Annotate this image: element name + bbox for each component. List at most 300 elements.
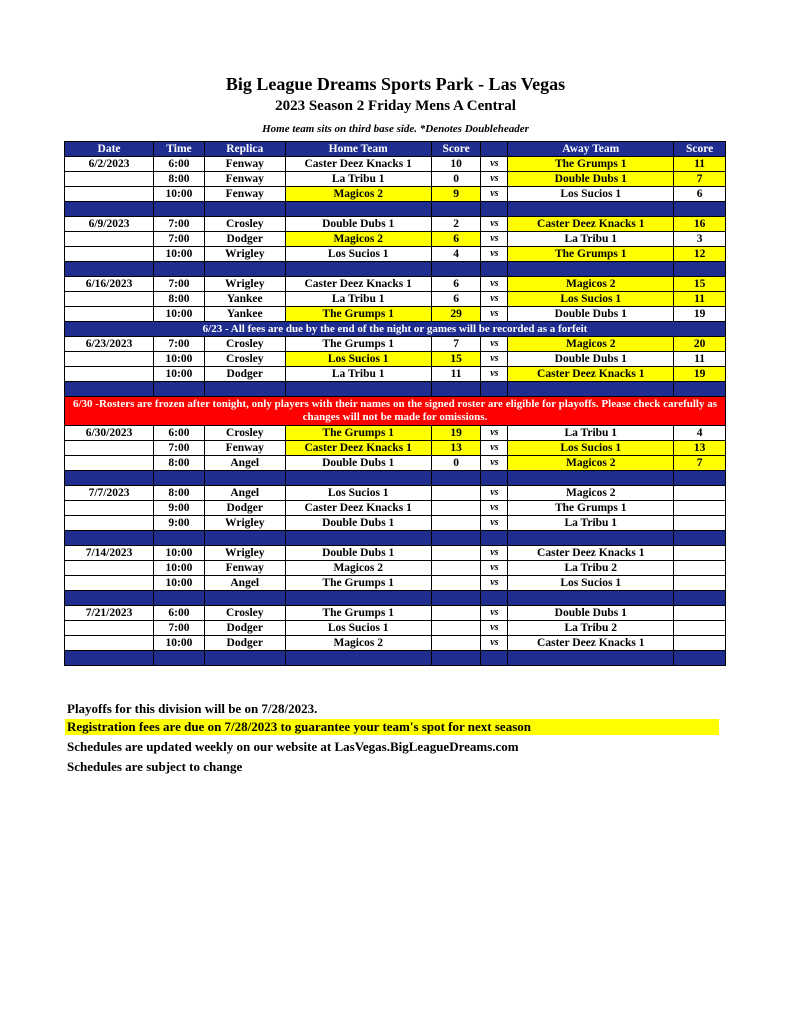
game-time: 10:00 [154,307,205,322]
game-row [65,187,726,202]
home-team: Los Sucios 1 [285,247,431,262]
separator-cell [481,262,508,277]
separator-cell [65,202,154,217]
game-time: 7:00 [154,337,205,352]
away-score: 12 [674,247,726,262]
separator-cell [431,531,481,546]
away-team: Los Sucios 1 [508,576,674,591]
separator-cell [285,262,431,277]
away-team: Caster Deez Knacks 1 [508,636,674,651]
game-date: 6/2/2023 [65,157,154,172]
vs-label: vs [481,501,508,516]
away-score: 7 [674,172,726,187]
away-score: 11 [674,352,726,367]
game-date [65,187,154,202]
fee-notice-row [65,322,726,337]
vs-label: vs [481,486,508,501]
field-replica: Fenway [204,157,285,172]
game-row [65,337,726,352]
separator-cell [204,382,285,397]
vs-label: vs [481,561,508,576]
game-row [65,172,726,187]
away-score [674,486,726,501]
away-team: Los Sucios 1 [508,187,674,202]
separator-cell [481,651,508,666]
week-separator-row [65,651,726,666]
vs-label: vs [481,157,508,172]
away-team: Caster Deez Knacks 1 [508,217,674,232]
game-time: 9:00 [154,501,205,516]
game-date [65,441,154,456]
schedule-table [64,141,726,666]
field-replica: Dodger [204,367,285,382]
away-score [674,621,726,636]
game-date: 6/23/2023 [65,337,154,352]
home-score [431,501,481,516]
game-time: 10:00 [154,636,205,651]
away-score: 19 [674,307,726,322]
home-team: The Grumps 1 [285,337,431,352]
website-notice: Schedules are updated weekly on our website at LasVegas.BigLeagueDreams.com [67,739,519,754]
vs-label: vs [481,217,508,232]
header-row [65,142,726,157]
field-replica: Dodger [204,621,285,636]
roster-alert-row [65,397,726,426]
field-replica: Wrigley [204,516,285,531]
game-date [65,561,154,576]
separator-cell [674,471,726,486]
vs-label: vs [481,456,508,471]
home-team: La Tribu 1 [285,172,431,187]
home-score [431,606,481,621]
separator-cell [154,591,205,606]
separator-cell [65,531,154,546]
separator-cell [65,591,154,606]
home-score: 11 [431,367,481,382]
field-replica: Crosley [204,352,285,367]
home-team: Magicos 2 [285,187,431,202]
game-row [65,636,726,651]
game-row [65,217,726,232]
home-team: Double Dubs 1 [285,217,431,232]
home-team: The Grumps 1 [285,576,431,591]
away-score: 15 [674,277,726,292]
game-time: 6:00 [154,606,205,621]
separator-cell [285,531,431,546]
vs-label: vs [481,292,508,307]
home-team: The Grumps 1 [285,606,431,621]
separator-cell [204,651,285,666]
week-separator-row [65,262,726,277]
game-time: 7:00 [154,277,205,292]
away-score: 11 [674,157,726,172]
separator-cell [508,382,674,397]
week-separator-row [65,531,726,546]
game-date [65,352,154,367]
separator-cell [204,471,285,486]
separator-cell [285,382,431,397]
home-team: La Tribu 1 [285,367,431,382]
game-date: 7/21/2023 [65,606,154,621]
game-date: 7/7/2023 [65,486,154,501]
away-score: 16 [674,217,726,232]
away-score: 6 [674,187,726,202]
separator-cell [154,202,205,217]
game-time: 10:00 [154,561,205,576]
game-date [65,247,154,262]
away-score [674,501,726,516]
home-score [431,486,481,501]
separator-cell [65,471,154,486]
home-score: 19 [431,426,481,441]
separator-cell [508,531,674,546]
home-team: Magicos 2 [285,636,431,651]
game-time: 9:00 [154,516,205,531]
separator-cell [154,471,205,486]
home-score: 6 [431,292,481,307]
col-header-away-score: Score [674,142,726,157]
roster-alert-text: 6/30 -Rosters are frozen after tonight, only players with their names on the signed roster are eligible for playoffs. Please check carefully as changes will not be made for omissions. [65,397,726,426]
col-header-replica: Replica [204,142,285,157]
home-team: Los Sucios 1 [285,352,431,367]
home-score [431,546,481,561]
home-score: 2 [431,217,481,232]
field-replica: Fenway [204,172,285,187]
home-team: La Tribu 1 [285,292,431,307]
field-replica: Fenway [204,441,285,456]
away-team: Magicos 2 [508,337,674,352]
away-score: 7 [674,456,726,471]
game-row [65,426,726,441]
game-date [65,636,154,651]
separator-cell [674,382,726,397]
home-team: Caster Deez Knacks 1 [285,277,431,292]
separator-cell [431,202,481,217]
field-replica: Crosley [204,337,285,352]
away-score: 13 [674,441,726,456]
field-replica: Angel [204,486,285,501]
away-team: The Grumps 1 [508,157,674,172]
separator-cell [65,651,154,666]
field-replica: Crosley [204,217,285,232]
col-header-date: Date [65,142,154,157]
home-score [431,621,481,636]
home-team: The Grumps 1 [285,307,431,322]
fee-notice-text: 6/23 - All fees are due by the end of the night or games will be recorded as a forfeit [65,322,726,337]
vs-label: vs [481,277,508,292]
separator-cell [204,531,285,546]
change-disclaimer: Schedules are subject to change [67,759,243,774]
game-time: 6:00 [154,426,205,441]
away-score: 3 [674,232,726,247]
home-score: 4 [431,247,481,262]
separator-cell [674,262,726,277]
away-team: The Grumps 1 [508,501,674,516]
home-team: Los Sucios 1 [285,621,431,636]
game-row [65,277,726,292]
field-replica: Angel [204,576,285,591]
away-team: Magicos 2 [508,456,674,471]
home-score [431,636,481,651]
col-header-away-team: Away Team [508,142,674,157]
away-score [674,516,726,531]
week-separator-row [65,471,726,486]
separator-cell [508,262,674,277]
week-separator-row [65,591,726,606]
vs-label: vs [481,576,508,591]
page-title: Big League Dreams Sports Park - Las Vegas [225,74,566,94]
separator-cell [154,531,205,546]
separator-cell [65,382,154,397]
game-time: 10:00 [154,352,205,367]
game-date [65,501,154,516]
vs-label: vs [481,172,508,187]
vs-label: vs [481,187,508,202]
game-time: 7:00 [154,621,205,636]
game-row [65,157,726,172]
vs-label: vs [481,621,508,636]
separator-cell [65,262,154,277]
game-row [65,307,726,322]
game-time: 6:00 [154,157,205,172]
game-time: 7:00 [154,232,205,247]
away-team: Magicos 2 [508,277,674,292]
field-replica: Dodger [204,636,285,651]
vs-label: vs [481,307,508,322]
game-date: 6/9/2023 [65,217,154,232]
home-score: 0 [431,456,481,471]
game-row [65,441,726,456]
away-team: Double Dubs 1 [508,352,674,367]
separator-cell [204,591,285,606]
col-header-home-score: Score [431,142,481,157]
home-team: Double Dubs 1 [285,456,431,471]
game-date: 7/14/2023 [65,546,154,561]
game-date [65,456,154,471]
separator-cell [285,591,431,606]
vs-label: vs [481,516,508,531]
game-row [65,516,726,531]
game-time: 7:00 [154,441,205,456]
home-team: Caster Deez Knacks 1 [285,157,431,172]
col-header-vs [481,142,508,157]
separator-cell [508,202,674,217]
registration-notice: Registration fees are due on 7/28/2023 to guarantee your team's spot for next season [65,719,719,735]
game-time: 10:00 [154,187,205,202]
week-separator-row [65,382,726,397]
away-score: 4 [674,426,726,441]
home-score [431,561,481,576]
game-date [65,307,154,322]
game-row [65,606,726,621]
game-time: 7:00 [154,217,205,232]
away-team: La Tribu 1 [508,426,674,441]
game-row [65,456,726,471]
away-team: La Tribu 1 [508,516,674,531]
separator-cell [285,471,431,486]
away-score: 19 [674,367,726,382]
field-replica: Crosley [204,426,285,441]
separator-cell [481,202,508,217]
game-date [65,172,154,187]
home-score: 29 [431,307,481,322]
separator-cell [481,531,508,546]
game-row [65,561,726,576]
away-team: Caster Deez Knacks 1 [508,367,674,382]
away-team: La Tribu 2 [508,561,674,576]
away-team: Caster Deez Knacks 1 [508,546,674,561]
separator-cell [431,382,481,397]
separator-cell [154,651,205,666]
separator-cell [674,591,726,606]
home-team: Magicos 2 [285,232,431,247]
away-score: 20 [674,337,726,352]
separator-cell [481,382,508,397]
home-team: Caster Deez Knacks 1 [285,501,431,516]
home-score: 10 [431,157,481,172]
home-score: 15 [431,352,481,367]
vs-label: vs [481,232,508,247]
vs-label: vs [481,636,508,651]
game-date: 6/16/2023 [65,277,154,292]
game-date [65,292,154,307]
game-date [65,576,154,591]
vs-label: vs [481,247,508,262]
away-team: Double Dubs 1 [508,172,674,187]
away-team: La Tribu 2 [508,621,674,636]
game-row [65,247,726,262]
home-score: 0 [431,172,481,187]
home-team-note: Home team sits on third base side. *Denotes Doubleheader [262,123,529,135]
separator-cell [431,471,481,486]
home-team: Double Dubs 1 [285,546,431,561]
away-score [674,561,726,576]
field-replica: Angel [204,456,285,471]
field-replica: Wrigley [204,546,285,561]
separator-cell [431,651,481,666]
separator-cell [285,651,431,666]
field-replica: Dodger [204,232,285,247]
away-score [674,546,726,561]
separator-cell [508,651,674,666]
game-time: 10:00 [154,576,205,591]
separator-cell [674,202,726,217]
game-date [65,516,154,531]
away-score: 11 [674,292,726,307]
game-date [65,621,154,636]
game-row [65,367,726,382]
home-score: 6 [431,232,481,247]
game-time: 8:00 [154,486,205,501]
home-team: Magicos 2 [285,561,431,576]
field-replica: Wrigley [204,277,285,292]
game-row [65,621,726,636]
separator-cell [204,262,285,277]
away-score [674,606,726,621]
separator-cell [285,202,431,217]
game-time: 10:00 [154,546,205,561]
home-score [431,516,481,531]
game-row [65,486,726,501]
home-team: Los Sucios 1 [285,486,431,501]
away-team: Double Dubs 1 [508,307,674,322]
game-row [65,292,726,307]
away-team: Los Sucios 1 [508,441,674,456]
game-row [65,501,726,516]
home-score: 9 [431,187,481,202]
home-score: 13 [431,441,481,456]
separator-cell [154,382,205,397]
separator-cell [481,471,508,486]
away-score [674,636,726,651]
game-row [65,232,726,247]
separator-cell [508,471,674,486]
vs-label: vs [481,367,508,382]
separator-cell [431,591,481,606]
game-time: 8:00 [154,292,205,307]
away-team: Magicos 2 [508,486,674,501]
home-team: Double Dubs 1 [285,516,431,531]
week-separator-row [65,202,726,217]
vs-label: vs [481,337,508,352]
home-score: 7 [431,337,481,352]
away-team: La Tribu 1 [508,232,674,247]
home-score [431,576,481,591]
separator-cell [481,591,508,606]
game-row [65,352,726,367]
field-replica: Fenway [204,187,285,202]
away-score [674,576,726,591]
game-date [65,367,154,382]
separator-cell [431,262,481,277]
field-replica: Yankee [204,307,285,322]
separator-cell [204,202,285,217]
col-header-home-team: Home Team [285,142,431,157]
game-date [65,232,154,247]
field-replica: Yankee [204,292,285,307]
col-header-time: Time [154,142,205,157]
game-time: 8:00 [154,456,205,471]
home-score: 6 [431,277,481,292]
game-time: 10:00 [154,367,205,382]
home-team: The Grumps 1 [285,426,431,441]
vs-label: vs [481,546,508,561]
field-replica: Crosley [204,606,285,621]
vs-label: vs [481,606,508,621]
away-team: Los Sucios 1 [508,292,674,307]
separator-cell [674,531,726,546]
away-team: Double Dubs 1 [508,606,674,621]
playoffs-notice: Playoffs for this division will be on 7/28/2023. [67,701,318,716]
game-time: 8:00 [154,172,205,187]
vs-label: vs [481,352,508,367]
field-replica: Fenway [204,561,285,576]
separator-cell [154,262,205,277]
game-time: 10:00 [154,247,205,262]
field-replica: Dodger [204,501,285,516]
field-replica: Wrigley [204,247,285,262]
home-team: Caster Deez Knacks 1 [285,441,431,456]
vs-label: vs [481,441,508,456]
separator-cell [674,651,726,666]
separator-cell [508,591,674,606]
away-team: The Grumps 1 [508,247,674,262]
vs-label: vs [481,426,508,441]
game-row [65,546,726,561]
game-row [65,576,726,591]
page-subtitle: 2023 Season 2 Friday Mens A Central [275,98,516,114]
game-date: 6/30/2023 [65,426,154,441]
